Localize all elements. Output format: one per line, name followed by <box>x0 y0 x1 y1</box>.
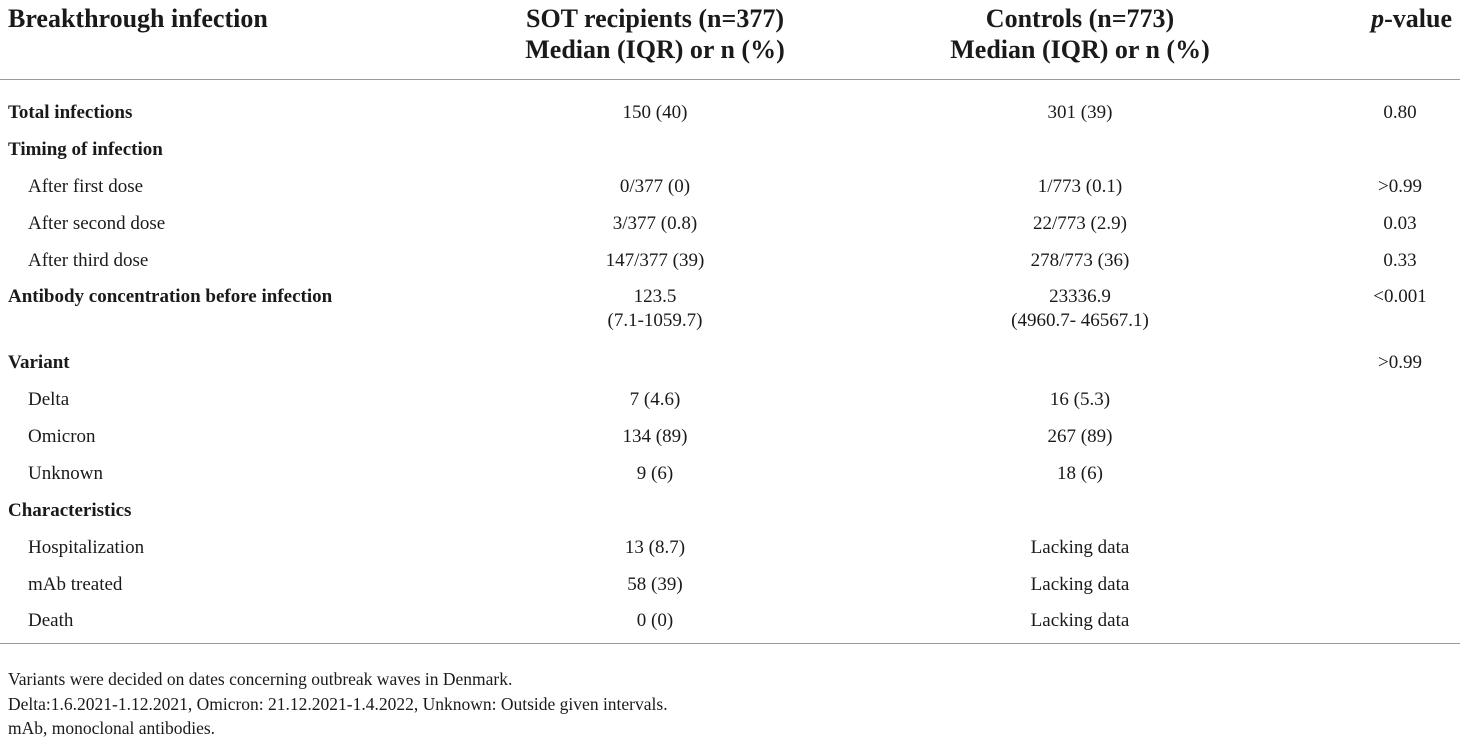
row-label: Death <box>0 603 440 643</box>
header-p-italic: p <box>1371 4 1385 33</box>
cell-sot: 150 (40) <box>622 101 688 123</box>
row-label: Timing of infection <box>8 138 163 160</box>
cell-controls: 18 (6) <box>1057 462 1103 484</box>
header-p-value <box>1290 0 1460 79</box>
cell-controls: Lacking data <box>1030 573 1130 595</box>
cell-sot-iqr: (7.1-1059.7) <box>607 310 703 331</box>
cell-sot <box>440 279 870 344</box>
table-row-after-second-dose <box>0 205 1460 242</box>
cell-sot: 0/377 (0) <box>619 175 691 197</box>
row-label: Antibody concentration before infection <box>8 286 333 307</box>
cell-sot: 3/377 (0.8) <box>612 212 698 234</box>
cell-sot: 9 (6) <box>636 462 674 484</box>
cell-controls: Lacking data <box>1030 536 1130 558</box>
cell-p-value: >0.99 <box>1378 351 1422 373</box>
table-row-death <box>0 603 1460 643</box>
row-label: After third dose <box>28 249 149 271</box>
row-label: Hospitalization <box>28 536 145 558</box>
cell-controls: 22/773 (2.9) <box>1033 212 1127 234</box>
table-row-omicron <box>0 418 1460 455</box>
header-sot-recipients <box>440 0 870 79</box>
cell-sot: 147/377 (39) <box>605 249 705 271</box>
table-footnotes <box>8 667 668 741</box>
row-label: Variant <box>8 351 70 373</box>
footnote-variants: Variants were decided on dates concerning outbreak waves in Denmark. <box>8 669 513 689</box>
footnote-mab-abbreviation: mAb, monoclonal antibodies. <box>8 718 216 738</box>
cell-controls-iqr: (4960.7- 46567.1) <box>1011 310 1149 331</box>
cell-p-value: >0.99 <box>1378 175 1422 197</box>
table-header <box>0 0 1460 79</box>
header-p-rest: -value <box>1384 4 1452 33</box>
table-row-hospitalization <box>0 529 1460 566</box>
cell-sot: 58 (39) <box>627 573 683 595</box>
table-row-antibody-concentration <box>0 279 1460 344</box>
header-controls <box>870 0 1290 79</box>
table-row-delta <box>0 381 1460 418</box>
header-sot-line1: SOT recipients (n=377) <box>526 4 784 33</box>
cell-sot: 0 (0) <box>440 603 870 643</box>
cell-controls: 278/773 (36) <box>1030 249 1130 271</box>
cell-p-value: <0.001 <box>1373 286 1427 307</box>
header-breakthrough-infection: Breakthrough infection <box>0 0 440 79</box>
cell-sot-median: 123.5 <box>633 286 677 307</box>
row-label: After first dose <box>28 175 144 197</box>
row-label: After second dose <box>28 212 166 234</box>
cell-controls: 1/773 (0.1) <box>1037 175 1123 197</box>
cell-sot: 7 (4.6) <box>629 388 681 410</box>
cell-controls <box>870 279 1290 344</box>
row-label: Omicron <box>28 425 96 447</box>
header-controls-line1: Controls (n=773) <box>985 4 1175 33</box>
cell-sot: 134 (89) <box>622 425 688 447</box>
table-row-timing-of-infection <box>0 131 1460 168</box>
table-row-mab-treated <box>0 566 1460 603</box>
row-label: Characteristics <box>8 499 132 521</box>
cell-controls: 267 (89) <box>1047 425 1113 447</box>
cell-p-value: 0.33 <box>1383 249 1417 271</box>
cell-p-value: 0.03 <box>1383 212 1417 234</box>
cell-sot: 13 (8.7) <box>624 536 686 558</box>
cell-controls: 301 (39) <box>1047 101 1113 123</box>
cell-controls: 16 (5.3) <box>1049 388 1111 410</box>
header-controls-line2: Median (IQR) or n (%) <box>950 35 1210 64</box>
table-row-after-third-dose <box>0 242 1460 279</box>
cell-controls: Lacking data <box>870 603 1290 643</box>
table-row-after-first-dose <box>0 168 1460 205</box>
table-row-unknown <box>0 455 1460 492</box>
cell-p-value: 0.80 <box>1383 101 1417 123</box>
row-label: Total infections <box>8 101 133 123</box>
table-row-variant <box>0 344 1460 381</box>
footnote-date-intervals: Delta:1.6.2021-1.12.2021, Omicron: 21.12.2021-1.4.2022, Unknown: Outside given intervals. <box>8 693 668 714</box>
header-sot-line2: Median (IQR) or n (%) <box>525 35 785 64</box>
row-label: Delta <box>28 388 70 410</box>
table-row-total-infections <box>0 94 1460 131</box>
row-label: Unknown <box>28 462 103 484</box>
table-row-characteristics <box>0 492 1460 529</box>
table-body <box>0 79 1460 643</box>
row-label: mAb treated <box>28 573 123 595</box>
cell-controls-median: 23336.9 <box>1049 286 1111 307</box>
